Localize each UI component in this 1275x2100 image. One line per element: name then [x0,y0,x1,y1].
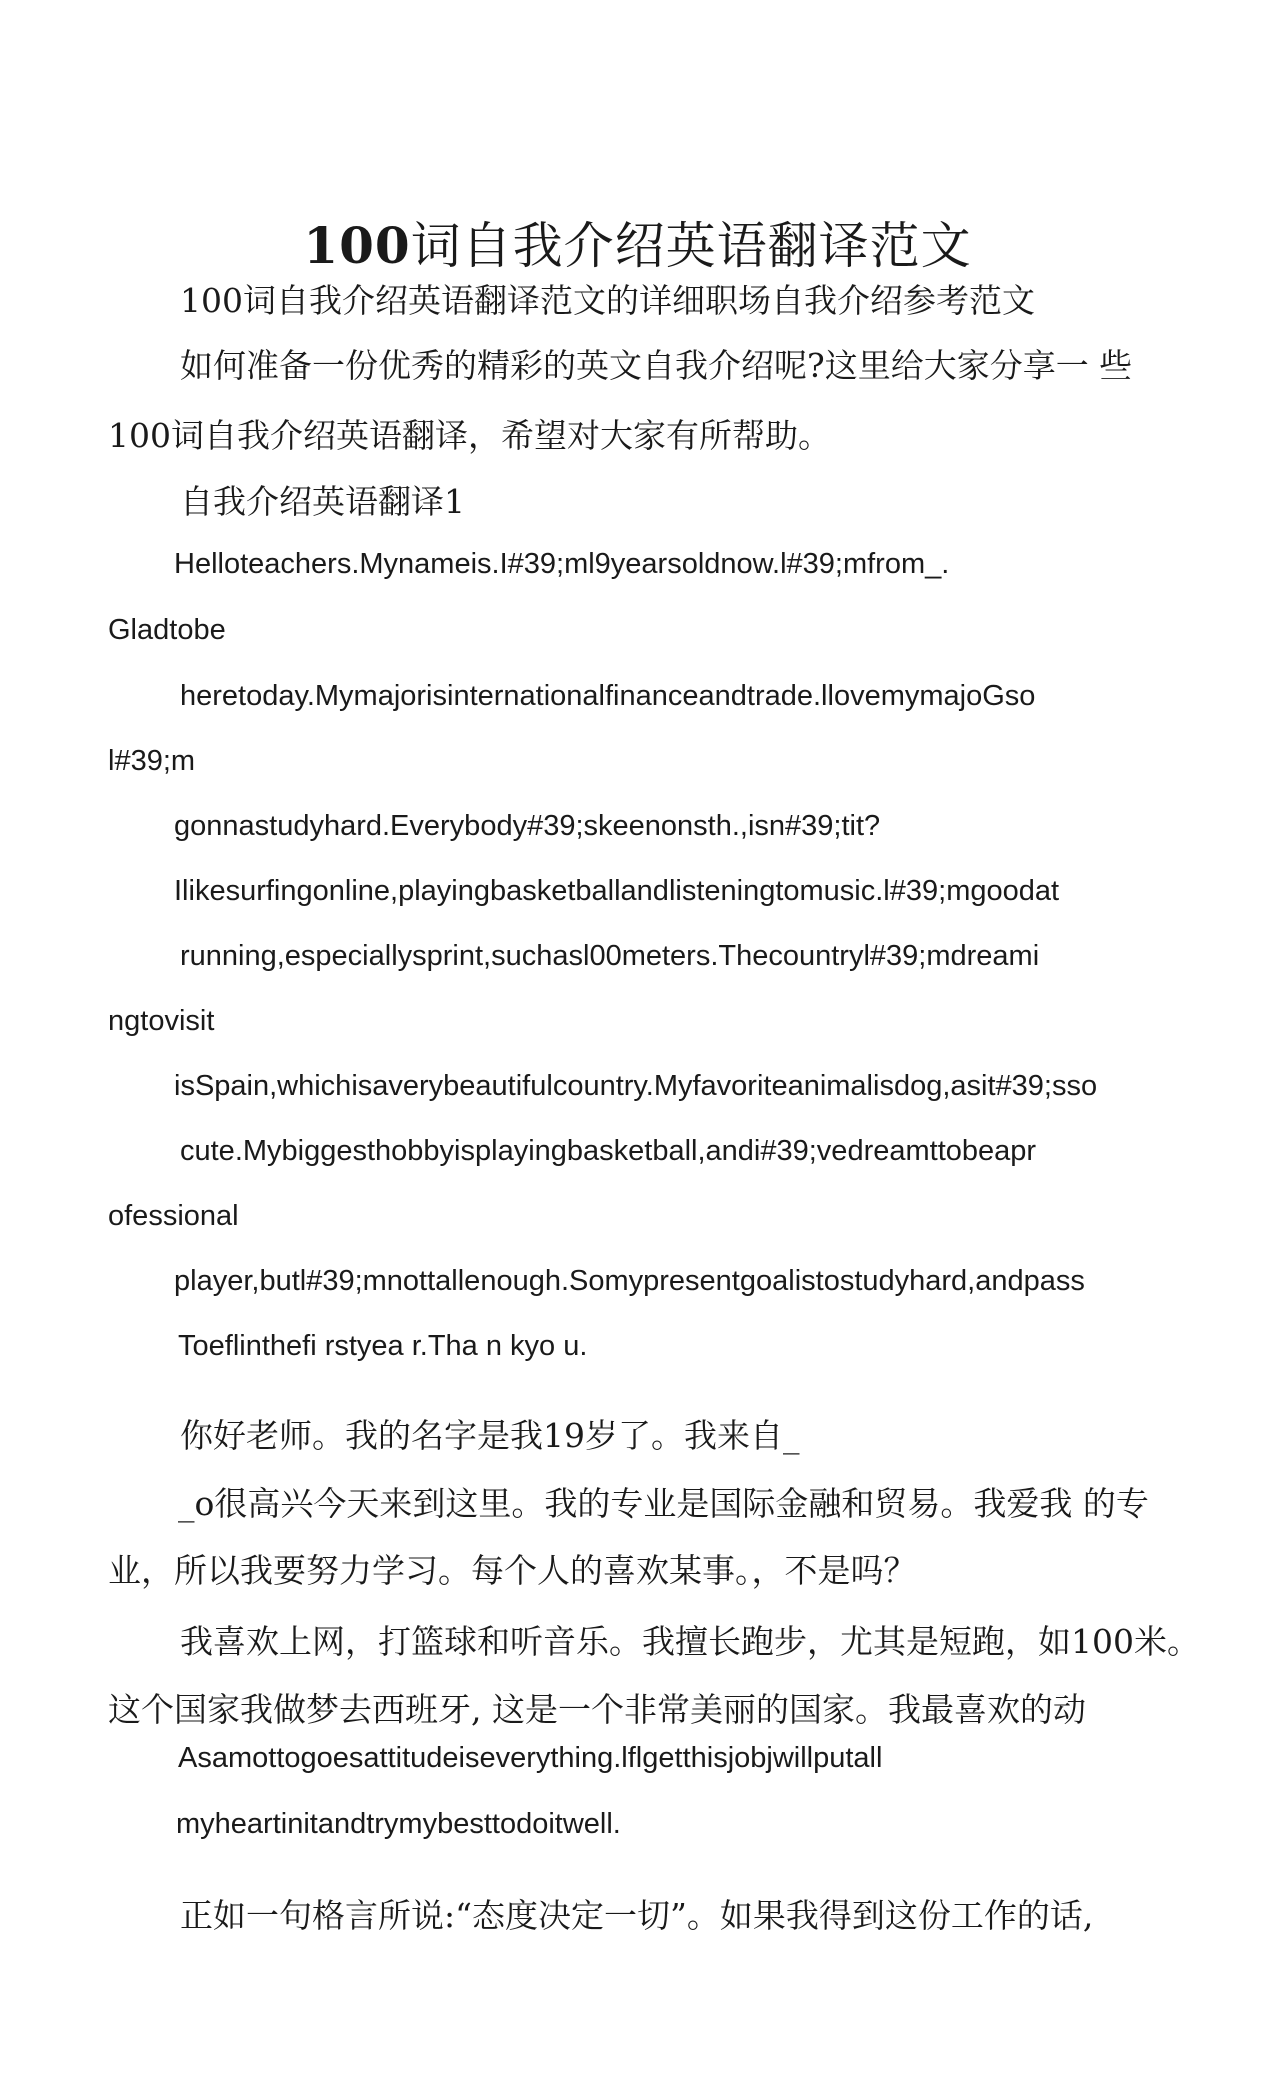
paragraph-line: 正如一句格言所说:“态度决定一切”。如果我得到这份工作的话, [180,1896,1094,1935]
paragraph-line: 业，所以我要努力学习。每个人的喜欢某事。，不是吗？ [108,1551,917,1590]
title-number: 100 [303,215,411,275]
paragraph-line: ofessional [108,1200,239,1232]
paragraph-line: 自我介绍英语翻译1 [180,482,465,521]
paragraph-line: Ilikesurfingonline,playingbasketballandlisteningtomusic.l#39;mgoodat [174,875,1060,907]
paragraph-line: Asamottogoesattitudeiseverything.lflgetthisjobjwillputall [178,1742,883,1774]
paragraph-line: 你好老师。我的名字是我19岁了。我来自_ [180,1416,800,1455]
paragraph-line: myheartinitandtrymybesttodoitwell. [176,1808,621,1840]
paragraph-line: running,especiallysprint,suchasl00meters.Thecountryl#39;mdreami [180,940,1040,972]
paragraph-line: heretoday.Mymajorisinternationalfinanceandtrade.llovemymajoGso [180,680,1036,712]
paragraph-line: gonnastudyhard.Everybody#39;skeenonsth.,isn#39;tit? [174,810,881,842]
paragraph-line: 100词自我介绍英语翻译范文的详细职场自我介绍参考范文 [180,281,1035,320]
paragraph-line: 100词自我介绍英语翻译，希望对大家有所帮助。 [108,416,831,455]
paragraph-line: Gladtobe [108,614,226,646]
paragraph-line: cute.Mybiggesthobbyisplayingbasketball,andi#39;vedreamttobeapr [180,1135,1037,1167]
paragraph-line: player,butl#39;mnottallenough.Somypresentgoalistostudyhard,andpass [174,1265,1085,1297]
paragraph-line: l#39;m [108,745,196,777]
paragraph-line: 如何准备一份优秀的精彩的英文自我介绍呢?这里给大家分享一 些 [180,346,1133,385]
paragraph-line: Toeflinthefi rstyea r.Tha n kyo u. [178,1330,588,1362]
document-title [0,206,1275,278]
paragraph-line: 这个国家我做梦去西班牙, 这是一个非常美丽的国家。我最喜欢的动 [108,1690,1086,1729]
paragraph-line: Helloteachers.Mynameis.I#39;ml9yearsoldnow.l#39;mfrom_. [174,548,950,580]
paragraph-line: 我喜欢上网，打篮球和听音乐。我擅长跑步，尤其是短跑，如100米。 [180,1622,1200,1661]
title-text: 词自我介绍英语翻译范文 [410,216,972,275]
paragraph-line: isSpain,whichisaverybeautifulcountry.Myfavoriteanimalisdog,asit#39;sso [174,1070,1098,1102]
paragraph-line: ngtovisit [108,1005,215,1037]
paragraph-line: _o很高兴今天来到这里。我的专业是国际金融和贸易。我爱我 的专 [178,1484,1149,1523]
